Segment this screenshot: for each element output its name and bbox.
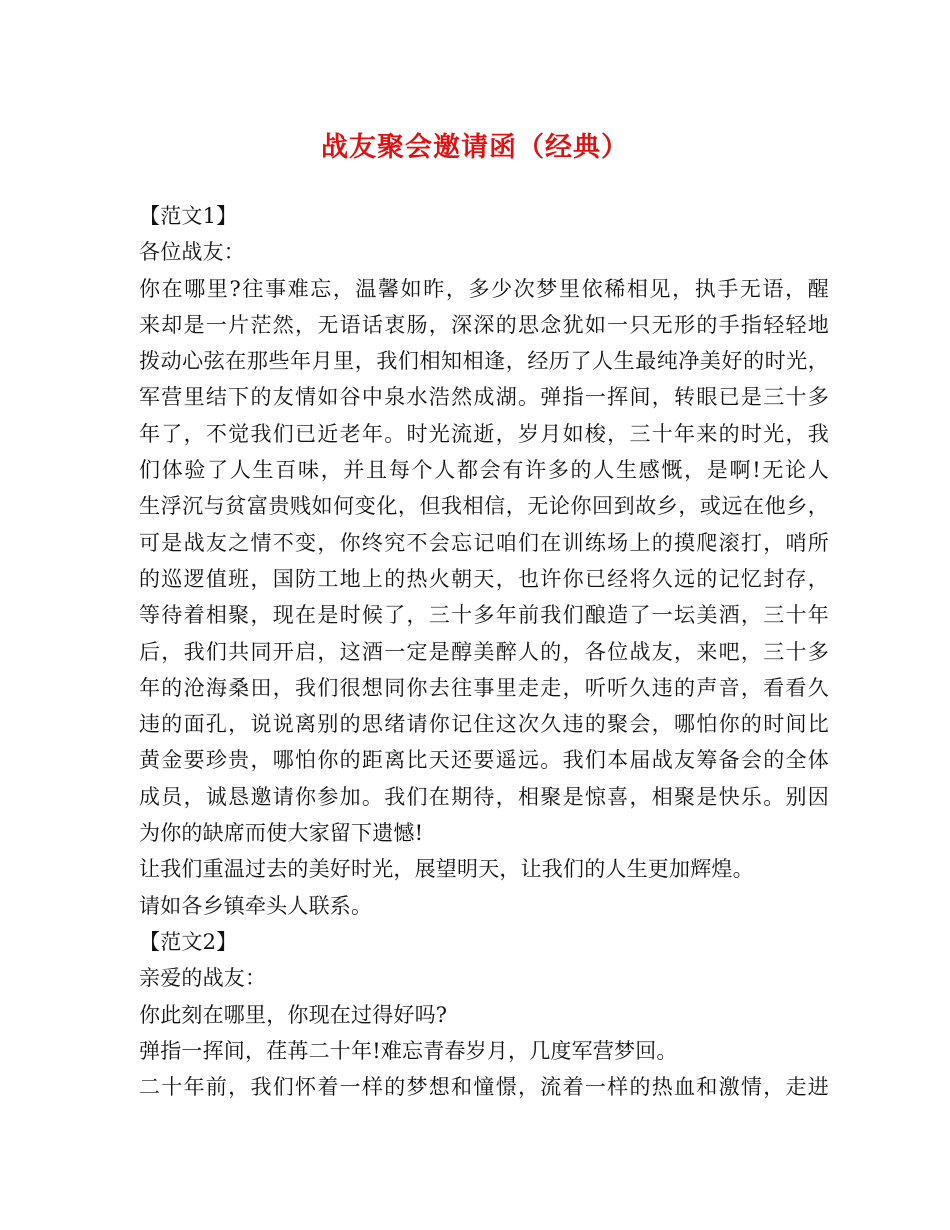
text-line: 年的沧海桑田，我们很想同你去往事里走走，听听久违的声音，看看久 [139, 675, 829, 700]
document-title: 战友聚会邀请函（经典） [321, 132, 629, 163]
text-line: 为你的缺席而使大家留下遗憾! [139, 821, 424, 846]
text-line: 弹指一挥间，荏苒二十年!难忘青春岁月，几度军营梦回。 [139, 1038, 678, 1063]
text-line: 可是战友之情不变，你终究不会忘记咱们在训练场上的摸爬滚打，哨所 [139, 530, 829, 555]
text-line: 军营里结下的友情如谷中泉水浩然成湖。弹指一挥间，转眼已是三十多 [139, 385, 829, 410]
text-line: 的巡逻值班，国防工地上的热火朝天，也许你已经将久远的记忆封存， [139, 566, 829, 591]
text-line: 来却是一片茫然，无语话衷肠，深深的思念犹如一只无形的手指轻轻地 [139, 312, 829, 337]
text-line: 【范文2】 [139, 929, 238, 954]
text-line: 生浮沉与贫富贵贱如何变化，但我相信，无论你回到故乡，或远在他乡， [139, 494, 829, 519]
text-line: 们体验了人生百味，并且每个人都会有许多的人生感慨，是啊!无论人 [139, 458, 829, 483]
text-line: 你在哪里?往事难忘，温馨如昨，多少次梦里依稀相见，执手无语，醒 [139, 276, 829, 301]
text-line: 年了，不觉我们已近老年。时光流逝，岁月如梭，三十年来的时光，我 [139, 421, 829, 446]
text-line: 等待着相聚，现在是时候了，三十多年前我们酿造了一坛美酒，三十年 [139, 603, 829, 628]
text-line: 你此刻在哪里，你现在过得好吗? [139, 1002, 448, 1027]
text-line: 各位战友： [139, 240, 245, 265]
text-line: 拨动心弦在那些年月里，我们相知相逢，经历了人生最纯净美好的时光， [139, 349, 829, 374]
text-line: 让我们重温过去的美好时光，展望明天，让我们的人生更加辉煌。 [139, 857, 754, 882]
text-line: 成员，诚恳邀请你参加。我们在期待，相聚是惊喜，相聚是快乐。别因 [139, 784, 829, 809]
document-body [139, 198, 829, 1105]
text-line: 黄金要珍贵，哪怕你的距离比天还要遥远。我们本届战友筹备会的全体 [139, 748, 829, 773]
text-line: 请如各乡镇牵头人联系。 [139, 893, 373, 918]
text-line: 违的面孔，说说离别的思绪请你记住这次久违的聚会，哪怕你的时间比 [139, 712, 829, 737]
text-line: 后，我们共同开启，这酒一定是醇美醉人的，各位战友，来吧，三十多 [139, 639, 829, 664]
text-line: 亲爱的战友： [139, 966, 267, 991]
text-line: 二十年前，我们怀着一样的梦想和憧憬，流着一样的热血和激情，走进 [139, 1075, 829, 1100]
text-line: 【范文1】 [139, 204, 238, 228]
